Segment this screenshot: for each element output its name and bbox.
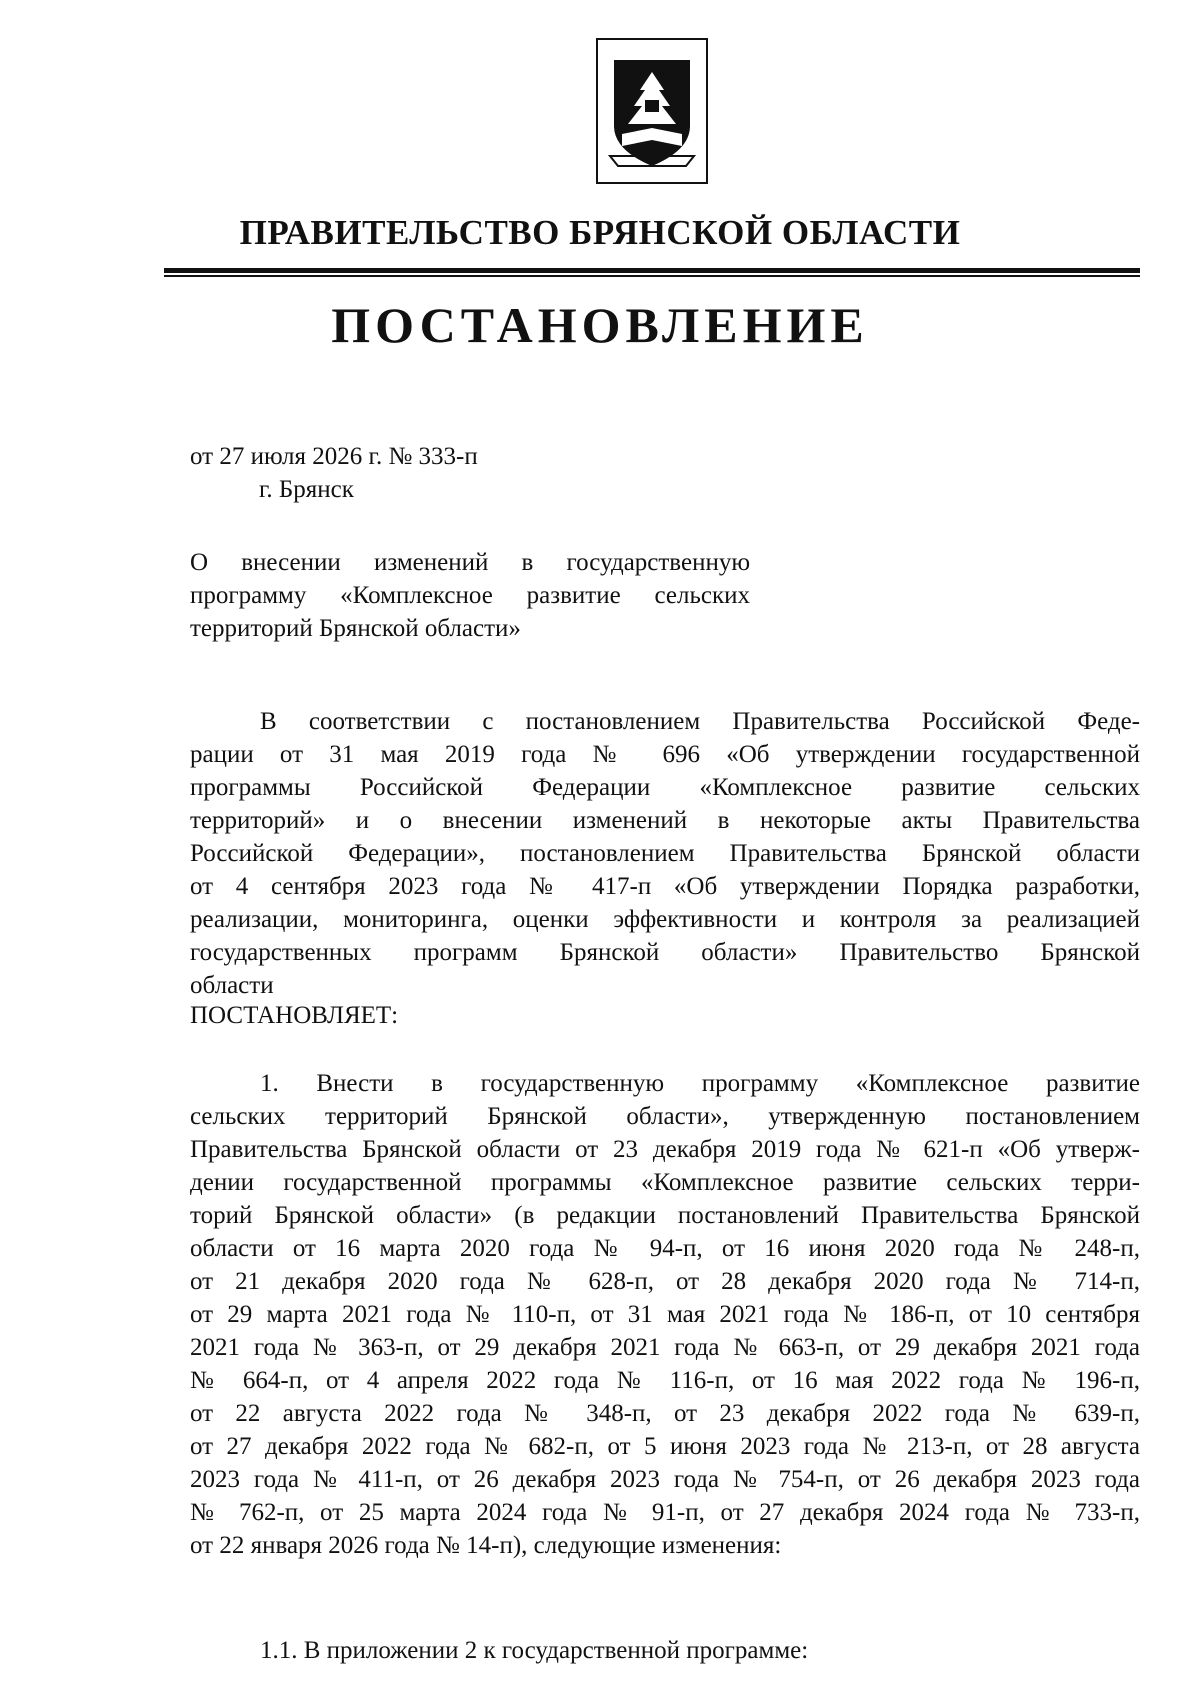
paragraph-line: от 22 августа 2022 года № 348-п, от 23 декабря 2022 года № 639-п,	[190, 1400, 1140, 1427]
paragraph-line: государственных программ Брянской области» Правительство Брянской	[190, 939, 1140, 966]
subject-line: О внесении изменений в государственную	[190, 549, 750, 576]
coat-of-arms-emblem	[596, 38, 708, 184]
paragraph-line: от 21 декабря 2020 года № 628-п, от 28 декабря 2020 года № 714-п,	[190, 1268, 1140, 1295]
paragraph-line: Правительства Брянской области от 23 декабря 2019 года № 621-п «Об утверж-	[190, 1136, 1140, 1163]
paragraph-line: от 27 декабря 2022 года № 682-п, от 5 июня 2023 года № 213-п, от 28 августа	[190, 1433, 1140, 1460]
paragraph-line: области от 16 марта 2020 года № 94-п, от 16 июня 2020 года № 248-п,	[190, 1235, 1140, 1262]
paragraph-line: дении государственной программы «Комплексное развитие сельских терри-	[190, 1169, 1140, 1196]
paragraph-line: № 762-п, от 25 марта 2024 года № 91-п, от 27 декабря 2024 года № 733-п,	[190, 1499, 1140, 1526]
paragraph-line: реализации, мониторинга, оценки эффективности и контроля за реализацией	[190, 906, 1140, 933]
paragraph-line: Российской Федерации», постановлением Правительства Брянской области	[190, 840, 1140, 867]
document-city: г. Брянск	[259, 476, 354, 503]
subject-line: территорий Брянской области»	[190, 615, 521, 642]
item-1-paragraph	[190, 1067, 1140, 1562]
document-date-number: от 27 июля 2026 г. № 333-п	[190, 443, 478, 470]
paragraph-line: торий Брянской области» (в редакции постановлений Правительства Брянской	[190, 1202, 1140, 1229]
item-1-1-heading: 1.1. В приложении 2 к государственной программе:	[260, 1637, 809, 1664]
subject-line: программу «Комплексное развитие сельских	[190, 582, 750, 609]
paragraph-line: сельских территорий Брянской области», утвержденную постановлением	[190, 1103, 1140, 1130]
paragraph-line: от 4 сентября 2023 года № 417-п «Об утверждении Порядка разработки,	[190, 873, 1140, 900]
paragraph-line: 1. Внести в государственную программу «Комплексное развитие	[260, 1070, 1140, 1097]
paragraph-line: программы Российской Федерации «Комплексное развитие сельских	[190, 774, 1140, 801]
paragraph-line: территорий» и о внесении изменений в некоторые акты Правительства	[190, 807, 1140, 834]
paragraph-line: № 664-п, от 4 апреля 2022 года № 116-п, от 16 мая 2022 года № 196-п,	[190, 1367, 1140, 1394]
paragraph-line: рации от 31 мая 2019 года № 696 «Об утверждении государственной	[190, 741, 1140, 768]
preamble-paragraph	[190, 705, 1140, 1002]
paragraph-line: области	[190, 972, 274, 999]
document-type-title: ПОСТАНОВЛЕНИЕ	[331, 297, 869, 353]
paragraph-line: от 29 марта 2021 года № 110-п, от 31 мая 2021 года № 186-п, от 10 сентября	[190, 1301, 1140, 1328]
paragraph-line: 2021 года № 363-п, от 29 декабря 2021 года № 663-п, от 29 декабря 2021 года	[190, 1334, 1140, 1361]
paragraph-line: В соответствии с постановлением Правительства Российской Феде-	[260, 708, 1140, 735]
decree-word: ПОСТАНОВЛЯЕТ:	[190, 1002, 399, 1029]
paragraph-line: от 22 января 2026 года № 14-п), следующие изменения:	[190, 1532, 782, 1559]
header-rule	[164, 268, 1140, 277]
document-subject	[190, 546, 750, 645]
organization-name: ПРАВИТЕЛЬСТВО БРЯНСКОЙ ОБЛАСТИ	[239, 213, 961, 252]
paragraph-line: 2023 года № 411-п, от 26 декабря 2023 года № 754-п, от 26 декабря 2023 года	[190, 1466, 1140, 1493]
